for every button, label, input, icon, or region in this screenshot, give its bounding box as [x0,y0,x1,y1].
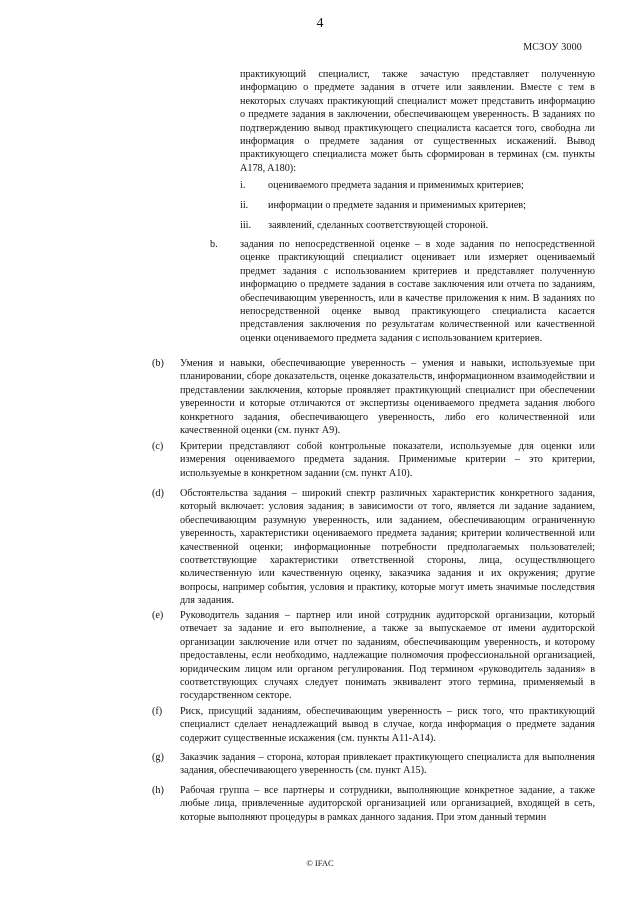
continuation-paragraph: практикующий специалист, также зачастую представляет полученную информацию о предмете задания в отчете или заявлении. Вместе с тем в некоторых случаях практикующий специалист может представить информацию о предмете задания в заключении, обеспечивающем уверенность. В заданиях по подтверждению вывод практикующего специалиста касается того, свободна ли информация о предмете задания от существенных искажений. Вывод практикующего специалиста может быть сформирован в терминах (см. пункты A178, A180): [240,69,595,174]
roman-item-text: информации о предмете задания и применимых критериев; [268,200,526,211]
roman-item-label: ii. [240,200,249,211]
definition-text: Обстоятельства задания – широкий спектр различных характеристик конкретного задания, который включает: условия задания; в зависимости от того, является ли задание заданием, обеспечивающим разумную уверенность, или заданием, обеспечивающим ограниченную уверенность, характеристики оцениваемого предмета задания; критерии количественной или качественной оценки; информационные потребности предполагаемых пользователей; соответствующие характеристики ответственной стороны, лица, осуществляющего количественную или качественную оценку, заказчика задания и их окружения; другие вопросы, например события, условия и практику, которые могут иметь значимые последствия для задания. [180,488,595,607]
roman-item-label: iii. [240,220,252,231]
definition-label: (b) [152,358,164,369]
definition-label: (c) [152,441,164,452]
footer-copyright: © IFAC [306,858,334,868]
list-item-text: задания по непосредственной оценке – в ходе задания по непосредственной оценке практикующий специалист оценивает или измеряет оцениваемый предмет задания с использованием критериев и представляет полученную информацию о предмете задания в составе заключения или отчета по заданиям, обеспечивающим уверенность, или в качестве приложения к ним. В заданиях по непосредственной оценке вывод практикующего специалиста касается представления заключения по результатам количественной или качественной оценки оцениваемого предмета задания с использованием критериев. [240,239,595,344]
definition-label: (e) [152,610,164,621]
definition-text: Критерии представляют собой контрольные показатели, используемые для оценки или измерения оцениваемого предмета задания. Применимые критерии – это критерии, используемые в конкретном задании (см. пункт A10). [180,441,595,479]
definition-text: Риск, присущий заданиям, обеспечивающим уверенность – риск того, что практикующий специалист сделает ненадлежащий вывод в случае, когда информация о предмете задания содержит существенные искажения (см. пункты A11-A14). [180,706,595,744]
roman-item-text: заявлений, сделанных соответствующей стороной. [268,220,489,231]
page-number: 4 [316,16,324,31]
definition-label: (h) [152,785,164,796]
definition-label: (g) [152,752,164,763]
definition-text: Рабочая группа – все партнеры и сотрудники, выполняющие конкретное задание, а также любые лица, привлеченные аудиторской организацией или организацией, входящей в сеть, которые выполняют процедуры в рамках данного задания. При этом данный термин [180,785,595,823]
definition-text: Руководитель задания – партнер или иной сотрудник аудиторской организации, который отвечает за задание и его выполнение, а также за выпускаемое от имени аудиторской организации заключение или отчет по заданиям, обеспечивающим уверенность, и которому предоставлены, если необходимо, надлежащие полномочия профессиональной организацией, юридическим лицом или органом регулирования. Под термином «руководитель задания» в соответствующих случаях следует понимать эквивалент этого термина, применяемый в государственном секторе. [180,610,595,702]
roman-item-text: оцениваемого предмета задания и применимых критериев; [268,180,524,191]
roman-item-label: i. [240,180,246,191]
definition-text: Умения и навыки, обеспечивающие уверенность – умения и навыки, используемые при планировании, сборе доказательств, оценке доказательств, информационном взаимодействии и представлении заключения, которые проявляет практикующий специалист при обеспечении уверенности и которые отличаются от экспертизы оцениваемого предмета задания любого конкретного задания, обеспечивающего уверенность, либо его количественной или качественной оценки (см. пункт A9). [180,358,595,437]
definition-text: Заказчик задания – сторона, которая привлекает практикующего специалиста для выполнения задания, обеспечивающего уверенность (см. пункт A15). [180,752,595,777]
definition-label: (f) [152,706,163,717]
document-code: МСЗОУ 3000 [523,42,582,53]
list-item-label: b. [210,239,218,250]
definition-label: (d) [152,488,164,499]
